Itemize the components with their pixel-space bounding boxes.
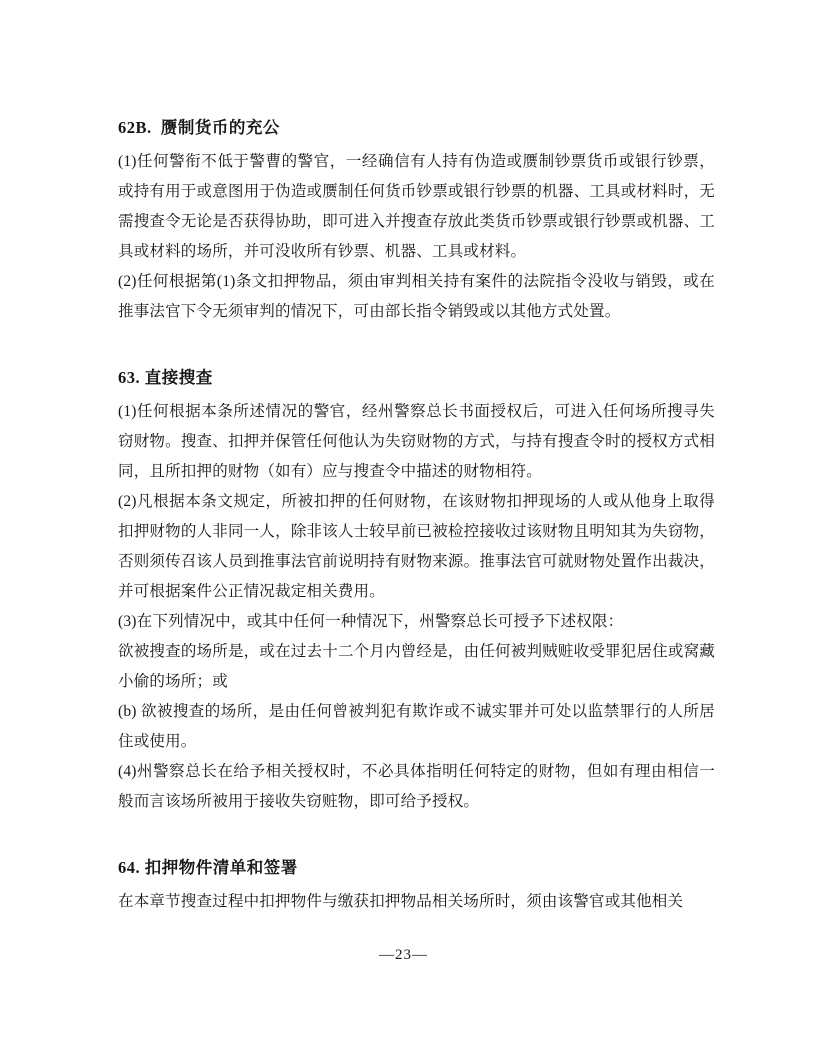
section-63-paragraph-3: (3)在下列情况中，或其中任何一种情况下，州警察总长可授予下述权限： [118,613,624,630]
section-63-paragraph-3b: (b) 欲被搜查的场所，是由任何曾被判犯有欺诈或不诚实罪并可处以监禁罪行的人所居住或使用。 [118,703,715,750]
section-63 [118,363,715,817]
section-63-paragraph-1: (1)任何根据本条所述情况的警官，经州警察总长书面授权后，可进入任何场所搜寻失窃财物。搜查、扣押并保管任何他认为失窃财物的方式，与持有搜查令时的授权方式相同，且所扣押的财物（如有）应与搜查令中描述的财物相符。 [118,403,715,480]
section-62b-paragraph-2: (2)任何根据第(1)条文扣押物品，须由审判相关持有案件的法院指令没收与销毁，或在推事法官下令无须审判的情况下，可由部长指令销毁或以其他方式处置。 [118,273,715,320]
section-64-paragraph-1: 在本章节搜查过程中扣押物件与缴获扣押物品相关场所时，须由该警官或其他相关 [118,893,684,910]
section-64 [118,853,715,917]
section-62b-heading: 62B. 赝制货币的充公 [118,118,280,137]
section-63-heading: 63. 直接搜查 [118,368,213,387]
page-number: —23— [379,947,428,963]
section-62b [118,113,715,327]
section-63-paragraph-2: (2)凡根据本条文规定，所被扣押的任何财物，在该财物扣押现场的人或从他身上取得扣押财物的人非同一人，除非该人士较早前已被检控接收过该财物且明知其为失窃物，否则须传召该人员到推事法官前说明持有财物来源。推事法官可就财物处置作出裁决，并可根据案件公正情况裁定相关费用。 [118,493,715,600]
section-64-heading: 64. 扣押物件清单和签署 [118,858,298,877]
text-block [118,113,715,917]
section-63-paragraph-3a: 欲被搜查的场所是，或在过去十二个月内曾经是，由任何被判贼赃收受罪犯居住或窝藏小偷的场所；或 [118,643,715,690]
section-63-paragraph-4: (4)州警察总长在给予相关授权时，不必具体指明任何特定的财物，但如有理由相信一般而言该场所被用于接收失窃赃物，即可给予授权。 [118,763,715,810]
section-62b-paragraph-1: (1)任何警衔不低于警曹的警官，一经确信有人持有伪造或赝制钞票货币或银行钞票，或持有用于或意图用于伪造或赝制任何货币钞票或银行钞票的机器、工具或材料时，无需搜查令无论是否获得协助，即可进入并搜查存放此类货币钞票或银行钞票或机器、工具或材料的场所，并可没收所有钞票、机器、工具或材料。 [118,153,715,260]
